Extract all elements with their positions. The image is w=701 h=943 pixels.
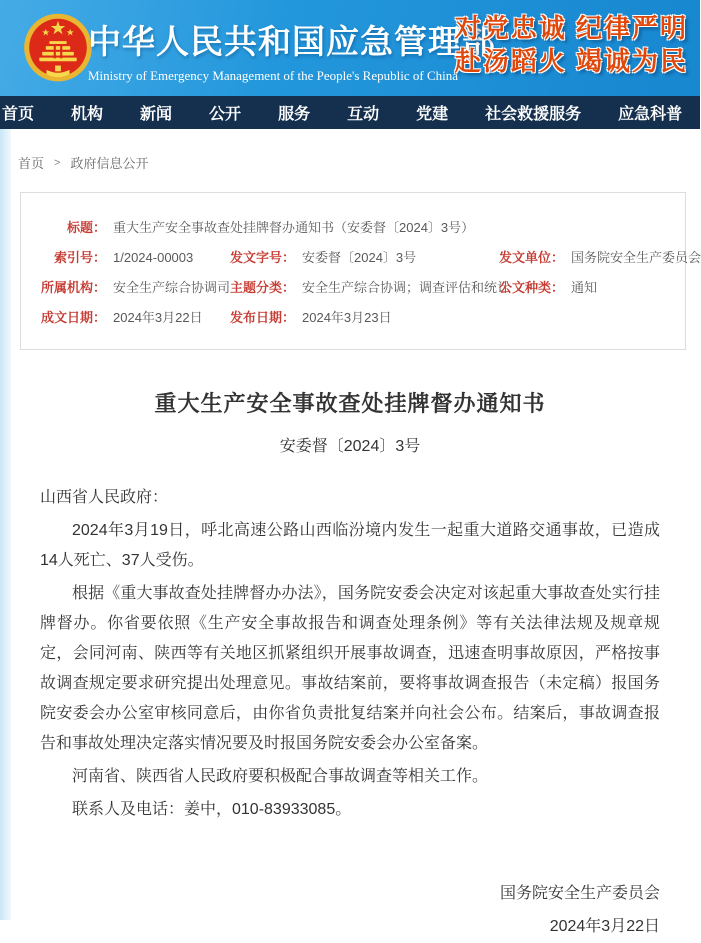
- meta-field-index: [21, 243, 230, 273]
- site-title: 中华人民共和国应急管理部: [88, 23, 496, 60]
- nav-item-social-rescue[interactable]: 社会救援服务: [485, 106, 582, 123]
- site-subtitle: Ministry of Emergency Management of the People's Republic of China: [88, 68, 458, 83]
- paragraph-1: 2024年3月19日，呼北高速公路山西临汾境内发生一起重大道路交通事故，已造成14人死亡、37人受伤。: [40, 522, 660, 569]
- meta-field-department: [21, 273, 230, 303]
- breadcrumb-separator: >: [54, 156, 61, 169]
- content-area: [0, 129, 701, 935]
- meta-field-doc-number: [230, 243, 499, 273]
- nav-item-science[interactable]: 应急科普: [618, 106, 683, 123]
- site-title-block: [88, 16, 496, 84]
- breadcrumb: [0, 129, 700, 188]
- meta-value-publish-date: 2024年3月23日: [302, 310, 392, 325]
- meta-label-doc-type: 公文种类：: [499, 280, 565, 295]
- meta-field-doc-type: [499, 273, 677, 303]
- site-header: [0, 0, 700, 96]
- document-number: 安委督〔2024〕3号: [279, 438, 421, 455]
- meta-label-topic: 主题分类：: [230, 280, 296, 295]
- meta-label-issuing-unit: 发文单位：: [499, 250, 565, 265]
- meta-value-doc-number: 安委督〔2024〕3号: [302, 250, 417, 265]
- paragraph-3: 河南省、陕西省人民政府要积极配合事故调查等相关工作。: [72, 768, 489, 785]
- meta-value-doc-type: 通知: [571, 280, 598, 295]
- paragraph-4-contact: 联系人及电话：姜中，010-83933085。: [72, 801, 352, 818]
- meta-field-written-date: [21, 303, 230, 333]
- meta-label-doc-number: 发文字号：: [230, 250, 296, 265]
- nav-item-orgs[interactable]: 机构: [71, 106, 104, 123]
- main-nav: [0, 96, 700, 129]
- paragraph-2: 根据《重大事故查处挂牌督办办法》，国务院安委会决定对该起重大事故查处实行挂牌督办。你省要依照《生产安全事故报告和调查处理条例》等有关法律法规及规章规定，会同河南、陕西等有关地区抓紧组织开展事故调查，迅速查明事故原因，严格按事故调查规定要求研究提出处理意见。事故结案前，要将事故调查报告（未定稿）报国务院安委会办公室审核同意后，由你省负责批复结案并向社会公布。结案后，事故调查报告和事故处理决定落实情况要及时报国务院安委会办公室备案。: [40, 585, 660, 752]
- signature-date: 2024年3月22日: [549, 918, 660, 935]
- nav-item-news[interactable]: 新闻: [140, 106, 173, 123]
- breadcrumb-home-link[interactable]: 首页: [18, 156, 45, 171]
- signature-org: 国务院安全生产委员会: [499, 885, 660, 902]
- meta-field-topic: [230, 273, 511, 303]
- breadcrumb-current-link[interactable]: 政府信息公开: [70, 156, 149, 171]
- document-body: [40, 483, 660, 825]
- meta-value-topic: 安全生产综合协调；调查评估和统计: [302, 280, 511, 295]
- nav-item-services[interactable]: 服务: [278, 106, 311, 123]
- slogan-line-2: 赴汤蹈火 竭诚为民: [454, 46, 688, 76]
- meta-field-issuing-unit: [499, 243, 701, 273]
- meta-label-department: 所属机构：: [40, 280, 106, 295]
- nav-item-disclosure[interactable]: 公开: [209, 106, 242, 123]
- meta-label-index: 索引号：: [53, 250, 106, 265]
- nav-item-interaction[interactable]: 互动: [347, 106, 380, 123]
- meta-value-department: 安全生产综合协调司: [113, 280, 231, 295]
- meta-value-index: 1/2024-00003: [113, 250, 194, 265]
- nav-item-home[interactable]: 首页: [2, 106, 35, 123]
- meta-label-title: 标题：: [66, 220, 106, 235]
- national-emblem-icon: [22, 9, 94, 89]
- nav-item-party[interactable]: 党建: [416, 106, 449, 123]
- meta-field-title: [21, 213, 677, 243]
- meta-value-issuing-unit: 国务院安全生产委员会: [571, 250, 701, 265]
- slogan-line-1: 对党忠诚 纪律严明: [454, 13, 688, 43]
- document-metadata-box: [20, 192, 701, 350]
- document-title: 重大生产安全事故查处挂牌督办通知书: [154, 391, 546, 416]
- signature-block: [0, 877, 660, 943]
- meta-value-written-date: 2024年3月22日: [113, 310, 203, 325]
- meta-value-title: 重大生产安全事故查处挂牌督办通知书（安委督〔2024〕3号）: [113, 220, 475, 235]
- slogan-banner: [455, 12, 688, 78]
- meta-field-publish-date: [230, 303, 499, 333]
- left-edge-strip: [0, 129, 11, 920]
- meta-label-written-date: 成文日期：: [40, 310, 106, 325]
- meta-label-publish-date: 发布日期：: [230, 310, 296, 325]
- salutation: 山西省人民政府：: [40, 489, 169, 506]
